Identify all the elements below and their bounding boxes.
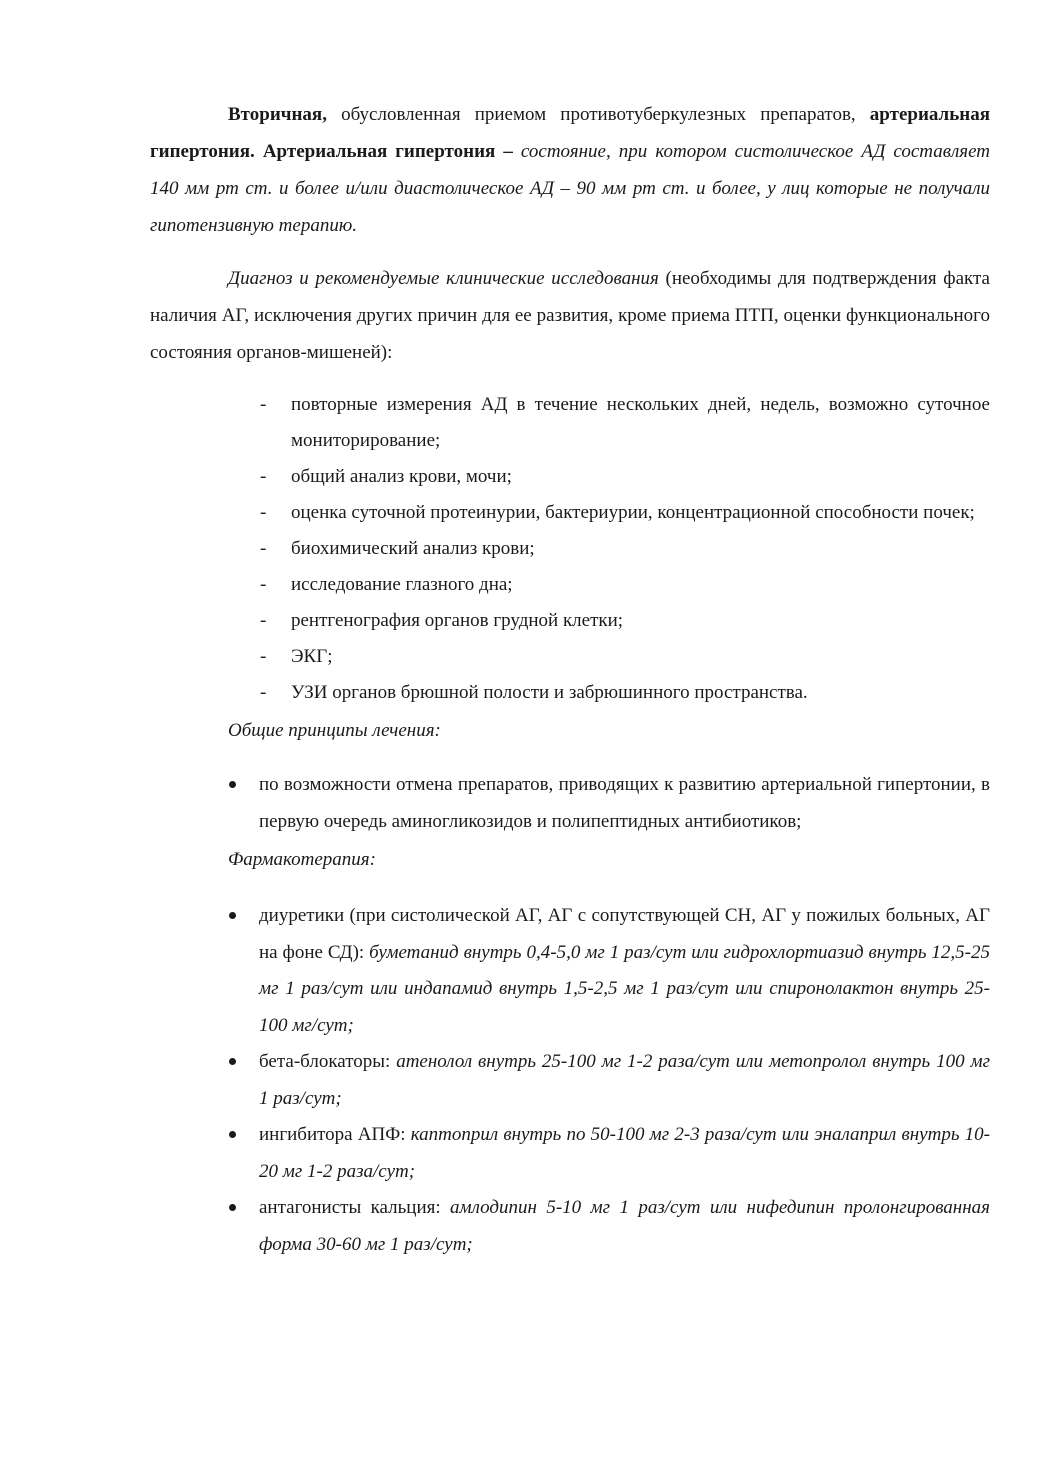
list-item: - оценка суточной протеинурии, бактериурии, концентрационной способности почек; — [291, 495, 990, 531]
drug-dosage: каптоприл внутрь по 50-100 мг 2-3 раза/сут или эналаприл внутрь 10-20 мг 1-2 раза/сут; — [259, 1124, 990, 1182]
list-item: - УЗИ органов брюшной полости и забрюшинного пространства. — [291, 675, 990, 711]
list-item — [259, 1117, 990, 1190]
intro-text: обусловленная приемом противотуберкулезных препаратов, — [326, 104, 870, 125]
intro-bold-hypertension: артериальная гипертония. Артериальная гипертония – — [150, 104, 990, 162]
diagnosis-text: (необходимы для подтверждения факта наличия АГ, исключения других причин для ее развития, кроме приема ПТП, оценки функционального состояния органов-мишеней): — [150, 268, 990, 363]
drug-class-label: антагонисты кальция: — [259, 1197, 451, 1218]
treatment-heading: Общие принципы лечения: — [228, 720, 441, 741]
pharmacotherapy-heading: Фармакотерапия: — [228, 849, 376, 870]
list-item: - ЭКГ; — [291, 639, 990, 675]
intro-definition: состояние, при котором систолическое АД составляет 140 мм рт ст. и более и/или диастолическое АД – 90 мм рт ст. и более, у лиц которые не получали гипотензивную терапию. — [150, 141, 990, 236]
list-item — [259, 898, 990, 1044]
list-item — [259, 1044, 990, 1117]
pharmacotherapy-list — [150, 898, 990, 1263]
list-item: по возможности отмена препаратов, приводящих к развитию артериальной гипертонии, в первую очередь аминогликозидов и полипептидных антибиотиков; — [259, 767, 990, 840]
intro-paragraph — [150, 96, 990, 244]
intro-bold-secondary: Вторичная, — [228, 104, 327, 125]
diagnosis-heading: Диагноз и рекомендуемые клинические исследования — [228, 268, 659, 289]
diagnosis-paragraph — [150, 260, 990, 371]
drug-dosage: буметанид внутрь 0,4-5,0 мг 1 раз/сут или гидрохлортиазид внутрь 12,5-25 мг 1 раз/сут или индапамид внутрь 1,5-2,5 мг 1 раз/сут или спиронолактон внутрь 25-100 мг/сут; — [259, 941, 990, 1036]
treatment-list — [150, 767, 990, 840]
drug-class-label: ингибитора АПФ: — [259, 1124, 411, 1145]
drug-dosage: амлодипин 5-10 мг 1 раз/сут или нифедипин пролонгированная форма 30-60 мг 1 раз/сут; — [259, 1197, 990, 1255]
drug-class-label: бета-блокаторы: — [259, 1051, 397, 1072]
diagnosis-list — [150, 387, 990, 711]
list-item: - рентгенография органов грудной клетки; — [291, 603, 990, 639]
list-item: - повторные измерения АД в течение нескольких дней, недель, возможно суточное мониторирование; — [291, 387, 990, 459]
drug-class-label: диуретики (при систолической АГ, АГ с сопутствующей СН, АГ у пожилых больных, АГ на фоне СД): — [259, 905, 990, 963]
list-item: - исследование глазного дна; — [291, 567, 990, 603]
drug-dosage: атенолол внутрь 25-100 мг 1-2 раза/сут или метопролол внутрь 100 мг 1 раз/сут; — [259, 1051, 990, 1109]
list-item: - биохимический анализ крови; — [291, 531, 990, 567]
list-item: - общий анализ крови, мочи; — [291, 459, 990, 495]
list-item — [259, 1190, 990, 1263]
